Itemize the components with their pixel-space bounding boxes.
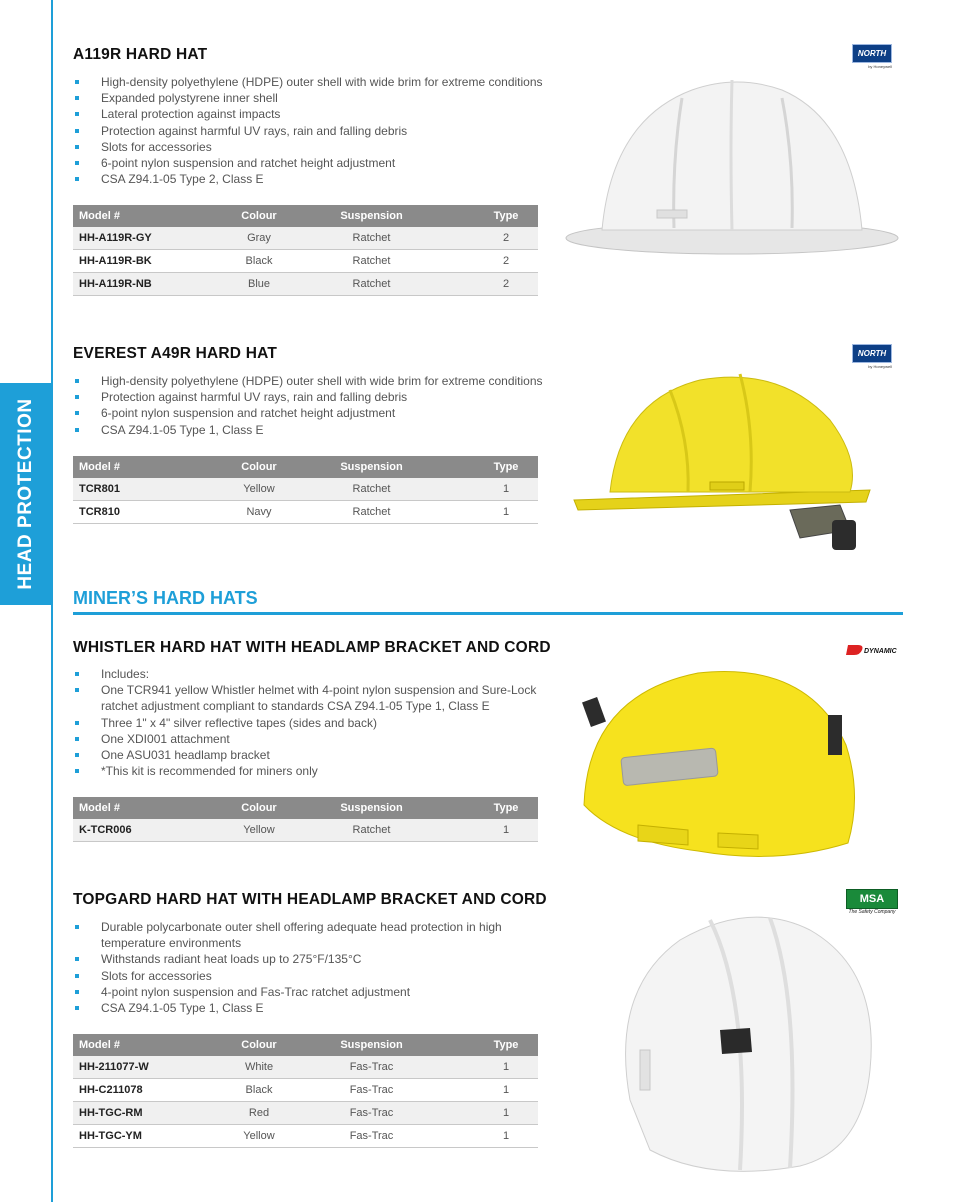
feature-item: Withstands radiant heat loads up to 275°F/135°C [73,951,553,967]
feature-item: CSA Z94.1-05 Type 2, Class E [73,171,553,187]
table-row [73,1079,538,1102]
cell-suspension: Fas-Trac [309,1102,434,1125]
cell-type: 2 [434,273,538,296]
table-row [73,1056,538,1079]
header-colour: Colour [209,1034,309,1056]
cell-suspension: Ratchet [309,478,434,501]
table-row [73,819,538,842]
table-row [73,478,538,501]
header-colour: Colour [209,456,309,478]
side-tab [0,383,51,605]
feature-item: Includes: [73,666,543,682]
feature-item: *This kit is recommended for miners only [73,763,543,779]
msa-logo-mark: MSA [846,889,898,909]
feature-item: Protection against harmful UV rays, rain and falling debris [73,123,553,139]
header-suspension: Suspension [309,797,434,819]
spec-table-whistler [73,797,538,842]
feature-item: 6-point nylon suspension and ratchet height adjustment [73,405,553,421]
cell-suspension: Fas-Trac [309,1056,434,1079]
cell-suspension: Ratchet [309,250,434,273]
table-row [73,250,538,273]
cell-colour: Black [209,1079,309,1102]
product-title-a119r: A119R HARD HAT [73,46,208,63]
table-header-row [73,205,538,227]
header-model: Model # [73,456,209,478]
feature-item: High-density polyethylene (HDPE) outer shell with wide brim for extreme conditions [73,373,553,389]
north-logo-sub: by Honeywell [868,64,892,69]
table-row [73,273,538,296]
feature-item: Durable polycarbonate outer shell offering adequate head protection in high temperature environments [73,919,553,951]
cell-suspension: Fas-Trac [309,1125,434,1148]
product-title-whistler: WHISTLER HARD HAT WITH HEADLAMP BRACKET AND CORD [73,639,551,656]
cell-type: 1 [434,1079,538,1102]
feature-item: Expanded polystyrene inner shell [73,90,553,106]
cell-colour: Blue [209,273,309,296]
cell-model: TCR810 [73,501,209,524]
cell-type: 1 [434,478,538,501]
table-row [73,1102,538,1125]
north-logo-sub: by Honeywell [868,364,892,369]
header-suspension: Suspension [309,1034,434,1056]
cell-model: HH-A119R-BK [73,250,209,273]
cell-colour: Yellow [209,819,309,842]
feature-list-whistler [73,666,543,779]
section-rule [73,612,903,615]
cell-suspension: Fas-Trac [309,1079,434,1102]
cell-model: HH-TGC-RM [73,1102,209,1125]
table-header-row [73,456,538,478]
north-logo-mark: NORTH [852,344,892,363]
sidebar-rule [51,0,53,1202]
table-header-row [73,1034,538,1056]
spec-table-a119r [73,205,538,296]
cell-colour: Black [209,250,309,273]
feature-item: Slots for accessories [73,968,553,984]
feature-list-everest [73,373,553,438]
msa-logo-sub: The Safety Company [848,909,896,915]
feature-item: High-density polyethylene (HDPE) outer shell with wide brim for extreme conditions [73,74,553,90]
feature-item: One TCR941 yellow Whistler helmet with 4-point nylon suspension and Sure-Lock ratchet adjustment compliant to standards CSA Z94.1-05 Type 1, Class E [73,682,543,714]
cell-type: 1 [434,1125,538,1148]
cell-colour: Yellow [209,1125,309,1148]
spec-table-everest [73,456,538,524]
feature-item: Three 1" x 4" silver reflective tapes (sides and back) [73,715,543,731]
cell-type: 1 [434,1056,538,1079]
header-model: Model # [73,797,209,819]
cell-model: HH-C211078 [73,1079,209,1102]
cell-colour: Yellow [209,478,309,501]
header-model: Model # [73,1034,209,1056]
feature-item: One XDI001 attachment [73,731,543,747]
cell-model: K-TCR006 [73,819,209,842]
cell-model: HH-TGC-YM [73,1125,209,1148]
cell-suspension: Ratchet [309,819,434,842]
table-row [73,227,538,250]
product-title-everest: EVEREST A49R HARD HAT [73,345,278,362]
table-row [73,1125,538,1148]
cell-colour: Gray [209,227,309,250]
header-colour: Colour [209,797,309,819]
feature-item: Slots for accessories [73,139,553,155]
feature-item: 6-point nylon suspension and ratchet height adjustment [73,155,553,171]
feature-item: One ASU031 headlamp bracket [73,747,543,763]
cell-colour: Red [209,1102,309,1125]
yellow-full-brim-helmet-image [570,360,890,570]
cell-suspension: Ratchet [309,227,434,250]
white-topgard-helmet-image [600,900,890,1180]
header-suspension: Suspension [309,205,434,227]
header-model: Model # [73,205,209,227]
table-row [73,501,538,524]
north-logo-mark: NORTH [852,44,892,63]
cell-type: 2 [434,250,538,273]
header-colour: Colour [209,205,309,227]
side-tab-label: HEAD PROTECTION [14,398,36,590]
table-header-row [73,797,538,819]
cell-type: 1 [434,1102,538,1125]
cell-type: 1 [434,501,538,524]
header-type: Type [434,797,538,819]
feature-item: 4-point nylon suspension and Fas-Trac ratchet adjustment [73,984,553,1000]
cell-suspension: Ratchet [309,501,434,524]
header-type: Type [434,1034,538,1056]
cell-colour: White [209,1056,309,1079]
cell-model: TCR801 [73,478,209,501]
header-type: Type [434,205,538,227]
header-type: Type [434,456,538,478]
dynamic-logo-text: DYNAMIC [864,648,897,655]
yellow-miner-helmet-image [578,655,868,870]
feature-item: Lateral protection against impacts [73,106,553,122]
cell-model: HH-211077-W [73,1056,209,1079]
product-title-topgard: TOPGARD HARD HAT WITH HEADLAMP BRACKET AND CORD [73,891,547,908]
cell-type: 1 [434,819,538,842]
cell-model: HH-A119R-GY [73,227,209,250]
feature-item: Protection against harmful UV rays, rain and falling debris [73,389,553,405]
section-heading: MINER’S HARD HATS [73,588,258,608]
white-full-brim-helmet-image [562,60,902,260]
header-suspension: Suspension [309,456,434,478]
spec-table-topgard [73,1034,538,1148]
feature-item: CSA Z94.1-05 Type 1, Class E [73,422,553,438]
feature-list-a119r [73,74,553,187]
cell-type: 2 [434,227,538,250]
feature-item: CSA Z94.1-05 Type 1, Class E [73,1000,553,1016]
feature-list-topgard [73,919,553,1016]
cell-colour: Navy [209,501,309,524]
cell-model: HH-A119R-NB [73,273,209,296]
cell-suspension: Ratchet [309,273,434,296]
